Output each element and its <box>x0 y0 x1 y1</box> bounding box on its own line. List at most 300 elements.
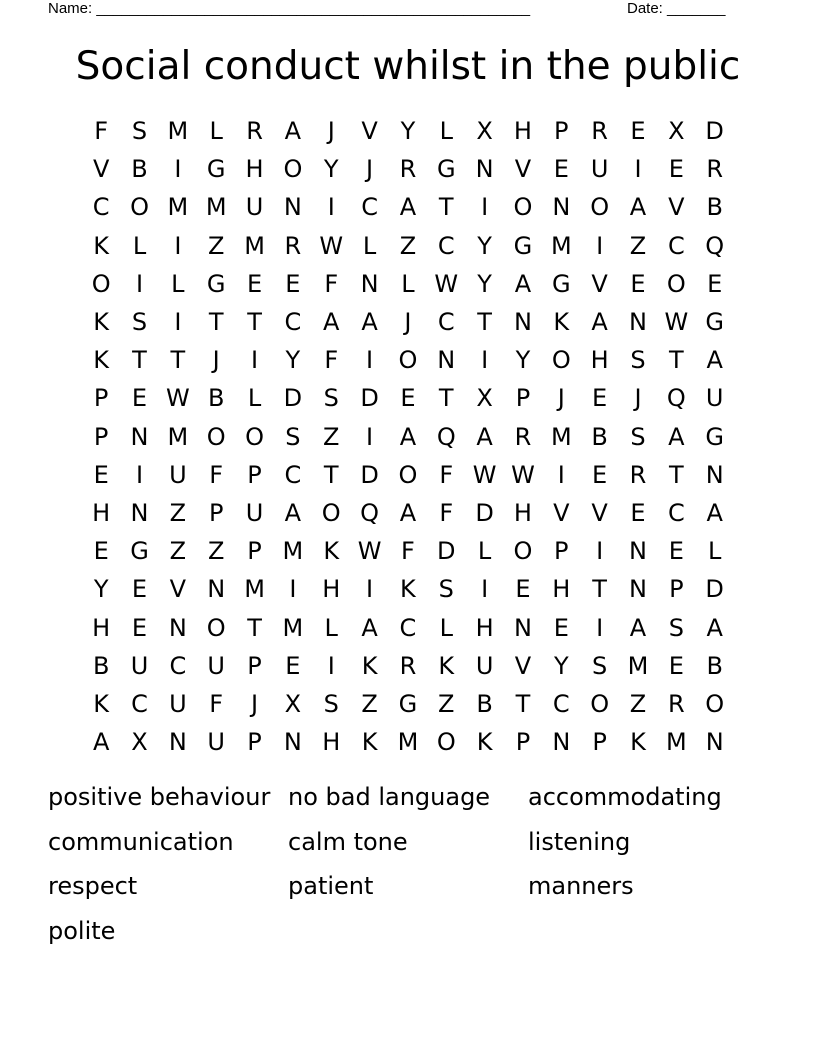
grid-letter: N <box>360 269 379 298</box>
grid-letter: Y <box>553 651 569 680</box>
grid-letter: H <box>475 613 494 642</box>
grid-letter: H <box>513 498 532 527</box>
grid-letter: D <box>437 537 456 566</box>
grid-letter: Y <box>477 269 492 298</box>
grid-letter: Z <box>629 231 647 260</box>
grid-letter: K <box>93 346 110 375</box>
grid-letter: A <box>399 422 417 451</box>
grid-letter: P <box>93 422 109 451</box>
grid-letter: J <box>634 384 642 413</box>
grid-letter: D <box>360 384 379 413</box>
grid-letter: G <box>436 155 456 184</box>
grid-letter: M <box>167 193 189 222</box>
grid-letter: B <box>131 155 148 184</box>
grid-letter: C <box>169 651 187 680</box>
grid-letter: B <box>706 193 723 222</box>
grid-letter: N <box>130 498 149 527</box>
word-list-item: polite <box>48 916 116 945</box>
word-list <box>48 777 768 955</box>
grid-letter: K <box>400 575 416 604</box>
grid-letter: O <box>206 613 226 642</box>
grid-letter: D <box>705 575 724 604</box>
grid-letter: X <box>668 117 685 146</box>
grid-letter: E <box>630 498 646 527</box>
grid-letter: W <box>357 537 382 566</box>
grid-letter: W <box>511 460 535 489</box>
grid-letter: O <box>398 346 418 375</box>
grid-letter: F <box>324 346 339 375</box>
grid-row <box>82 456 734 494</box>
grid-letter: E <box>707 269 723 298</box>
grid-letter: N <box>552 728 571 757</box>
grid-letter: L <box>707 537 722 566</box>
grid-letter: S <box>285 422 301 451</box>
grid-letter: C <box>437 231 455 260</box>
grid-letter: N <box>629 308 647 337</box>
grid-letter: S <box>668 613 684 642</box>
grid-letter: R <box>667 689 685 718</box>
grid-letter: L <box>401 269 415 298</box>
grid-letter: Z <box>361 689 378 718</box>
grid-letter: G <box>705 422 724 451</box>
grid-row <box>82 685 734 723</box>
grid-letter: F <box>439 498 454 527</box>
grid-letter: T <box>323 460 339 489</box>
grid-letter: D <box>283 384 303 413</box>
grid-letter: K <box>438 651 455 680</box>
grid-letter: N <box>629 575 647 604</box>
grid-letter: O <box>513 537 533 566</box>
grid-letter: X <box>284 689 302 718</box>
grid-letter: O <box>436 728 456 757</box>
grid-letter: H <box>92 613 111 642</box>
grid-letter: G <box>705 308 724 337</box>
grid-letter: U <box>169 460 187 489</box>
grid-letter: A <box>591 308 608 337</box>
grid-letter: I <box>135 269 144 298</box>
grid-letter: T <box>247 613 262 642</box>
word-list-item: manners <box>528 872 634 901</box>
grid-letter: U <box>475 651 494 680</box>
grid-letter: B <box>207 384 225 413</box>
grid-letter: I <box>366 346 374 375</box>
word-list-item: calm tone <box>288 827 408 856</box>
grid-row <box>82 303 734 341</box>
grid-letter: A <box>706 613 723 642</box>
grid-letter: H <box>513 117 532 146</box>
grid-letter: B <box>591 422 608 451</box>
grid-row <box>82 532 734 570</box>
grid-letter: O <box>666 269 686 298</box>
grid-letter: Y <box>93 575 109 604</box>
grid-letter: G <box>513 231 533 260</box>
grid-letter: U <box>245 498 264 527</box>
grid-row <box>82 418 734 456</box>
grid-letter: T <box>668 460 684 489</box>
grid-letter: I <box>366 575 374 604</box>
grid-letter: N <box>475 155 494 184</box>
grid-letter: M <box>167 117 189 146</box>
grid-letter: A <box>361 613 378 642</box>
grid-letter: S <box>131 117 148 146</box>
grid-letter: C <box>437 308 455 337</box>
grid-letter: C <box>667 231 685 260</box>
grid-letter: T <box>208 308 224 337</box>
grid-letter: E <box>131 384 148 413</box>
grid-letter: F <box>324 269 339 298</box>
grid-letter: Z <box>323 422 340 451</box>
grid-letter: N <box>705 460 724 489</box>
grid-letter: I <box>481 346 489 375</box>
grid-letter: C <box>552 689 570 718</box>
grid-letter: G <box>206 269 226 298</box>
grid-letter: M <box>627 651 649 680</box>
grid-letter: O <box>245 422 264 451</box>
grid-letter: T <box>477 308 492 337</box>
grid-letter: S <box>323 689 339 718</box>
grid-row <box>82 379 734 417</box>
grid-letter: Y <box>515 346 531 375</box>
grid-letter: Y <box>323 155 339 184</box>
grid-letter: P <box>592 728 607 757</box>
grid-letter: A <box>361 308 378 337</box>
grid-letter: Q <box>666 384 686 413</box>
grid-letter: U <box>130 651 149 680</box>
grid-letter: G <box>398 689 418 718</box>
grid-letter: A <box>514 269 532 298</box>
grid-letter: A <box>284 498 302 527</box>
grid-letter: Y <box>400 117 416 146</box>
grid-row <box>82 150 734 188</box>
grid-letter: E <box>630 117 646 146</box>
grid-letter: T <box>132 346 147 375</box>
grid-letter: M <box>205 193 227 222</box>
grid-letter: U <box>245 193 264 222</box>
grid-letter: Z <box>629 689 647 718</box>
grid-letter: E <box>93 460 109 489</box>
grid-letter: E <box>630 269 646 298</box>
grid-letter: M <box>282 537 304 566</box>
grid-letter: O <box>206 422 226 451</box>
grid-letter: E <box>668 155 684 184</box>
grid-letter: O <box>398 460 418 489</box>
grid-row <box>82 265 734 303</box>
grid-letter: E <box>400 384 416 413</box>
grid-row <box>82 341 734 379</box>
grid-letter: K <box>93 689 110 718</box>
grid-letter: A <box>399 193 417 222</box>
grid-letter: V <box>514 155 532 184</box>
grid-letter: K <box>93 308 110 337</box>
grid-letter: T <box>592 575 607 604</box>
grid-letter: J <box>366 155 374 184</box>
grid-letter: I <box>366 422 374 451</box>
grid-row <box>82 227 734 265</box>
grid-letter: A <box>92 728 110 757</box>
grid-letter: K <box>553 308 570 337</box>
grid-letter: U <box>590 155 609 184</box>
grid-letter: I <box>327 651 335 680</box>
grid-letter: J <box>251 689 259 718</box>
grid-letter: C <box>361 193 378 222</box>
grid-letter: I <box>174 231 182 260</box>
grid-letter: O <box>130 193 149 222</box>
grid-letter: U <box>207 651 225 680</box>
grid-letter: I <box>557 460 565 489</box>
grid-letter: A <box>706 346 723 375</box>
grid-letter: N <box>168 728 187 757</box>
grid-letter: W <box>472 460 497 489</box>
grid-letter: A <box>629 613 647 642</box>
grid-letter: I <box>174 155 182 184</box>
grid-letter: S <box>630 346 646 375</box>
grid-letter: R <box>284 231 302 260</box>
grid-letter: W <box>165 384 190 413</box>
grid-letter: L <box>362 231 377 260</box>
word-search-grid <box>82 112 734 761</box>
grid-row <box>82 494 734 532</box>
grid-letter: E <box>592 384 608 413</box>
grid-letter: F <box>94 117 109 146</box>
grid-letter: B <box>92 651 110 680</box>
grid-letter: V <box>591 269 608 298</box>
grid-letter: C <box>399 613 417 642</box>
grid-letter: U <box>169 689 187 718</box>
grid-letter: K <box>361 651 378 680</box>
grid-letter: I <box>174 308 182 337</box>
word-list-item: patient <box>288 872 374 901</box>
grid-letter: T <box>668 346 684 375</box>
grid-letter: R <box>706 155 724 184</box>
grid-letter: X <box>476 117 493 146</box>
grid-letter: B <box>476 689 493 718</box>
grid-letter: E <box>285 269 301 298</box>
grid-letter: E <box>131 575 148 604</box>
grid-letter: Y <box>285 346 301 375</box>
grid-letter: Z <box>169 498 187 527</box>
grid-letter: V <box>668 193 685 222</box>
grid-letter: N <box>629 537 647 566</box>
word-list-item: communication <box>48 827 234 856</box>
grid-letter: M <box>550 422 572 451</box>
grid-letter: V <box>169 575 187 604</box>
grid-letter: N <box>552 193 571 222</box>
grid-letter: G <box>130 537 149 566</box>
grid-letter: J <box>404 308 412 337</box>
grid-letter: I <box>135 460 144 489</box>
grid-letter: H <box>590 346 609 375</box>
grid-letter: C <box>131 689 148 718</box>
grid-letter: I <box>289 575 297 604</box>
grid-letter: E <box>93 537 109 566</box>
grid-letter: R <box>514 422 532 451</box>
grid-letter: V <box>591 498 608 527</box>
grid-letter: C <box>92 193 110 222</box>
grid-letter: Z <box>169 537 187 566</box>
grid-row <box>82 608 734 646</box>
grid-letter: W <box>664 308 689 337</box>
grid-letter: Z <box>438 689 455 718</box>
grid-row <box>82 188 734 226</box>
grid-letter: O <box>590 193 610 222</box>
grid-letter: N <box>283 193 302 222</box>
grid-letter: E <box>246 269 263 298</box>
grid-letter: R <box>399 651 417 680</box>
grid-letter: L <box>477 537 492 566</box>
grid-letter: D <box>475 498 494 527</box>
grid-letter: K <box>361 728 378 757</box>
grid-letter: M <box>397 728 419 757</box>
grid-letter: P <box>515 728 531 757</box>
grid-letter: P <box>515 384 531 413</box>
grid-letter: E <box>592 460 608 489</box>
grid-row <box>82 647 734 685</box>
grid-letter: J <box>212 346 220 375</box>
grid-letter: L <box>439 613 453 642</box>
grid-letter: H <box>322 728 341 757</box>
grid-letter: M <box>282 613 304 642</box>
grid-letter: N <box>705 728 724 757</box>
grid-letter: X <box>476 384 493 413</box>
word-list-item: positive behaviour <box>48 783 271 811</box>
name-field-line: Name: ____________________________________________________ <box>48 0 531 17</box>
grid-letter: G <box>206 155 226 184</box>
grid-letter: Z <box>207 231 225 260</box>
grid-letter: D <box>360 460 379 489</box>
grid-letter: N <box>513 308 532 337</box>
grid-letter: P <box>208 498 224 527</box>
grid-letter: T <box>438 384 454 413</box>
grid-letter: Z <box>207 537 225 566</box>
grid-letter: V <box>92 155 110 184</box>
grid-letter: L <box>171 269 185 298</box>
grid-letter: E <box>285 651 301 680</box>
grid-row <box>82 723 734 761</box>
grid-letter: C <box>284 460 302 489</box>
grid-letter: F <box>209 689 224 718</box>
grid-letter: E <box>131 613 148 642</box>
grid-letter: Q <box>705 231 725 260</box>
grid-letter: L <box>324 613 338 642</box>
grid-letter: P <box>93 384 109 413</box>
grid-letter: R <box>629 460 647 489</box>
grid-letter: V <box>514 651 532 680</box>
grid-letter: K <box>476 728 493 757</box>
grid-letter: I <box>596 613 604 642</box>
grid-letter: T <box>247 308 262 337</box>
grid-letter: J <box>327 117 335 146</box>
grid-letter: I <box>481 575 489 604</box>
grid-letter: P <box>247 728 262 757</box>
grid-letter: L <box>132 231 147 260</box>
grid-letter: I <box>251 346 259 375</box>
grid-letter: E <box>515 575 531 604</box>
grid-letter: R <box>246 117 263 146</box>
grid-letter: S <box>438 575 454 604</box>
grid-letter: R <box>591 117 608 146</box>
grid-letter: N <box>130 422 149 451</box>
word-list-item: no bad language <box>288 783 491 811</box>
grid-letter: F <box>209 460 224 489</box>
grid-letter: B <box>706 651 723 680</box>
grid-letter: G <box>551 269 571 298</box>
grid-letter: V <box>361 117 378 146</box>
grid-letter: I <box>596 537 604 566</box>
grid-letter: E <box>668 651 684 680</box>
grid-letter: W <box>319 231 344 260</box>
grid-letter: P <box>554 117 569 146</box>
grid-letter: U <box>207 728 225 757</box>
grid-letter: F <box>439 460 454 489</box>
grid-letter: O <box>91 269 111 298</box>
grid-letter: Q <box>360 498 380 527</box>
grid-letter: E <box>553 613 569 642</box>
grid-letter: O <box>705 689 725 718</box>
grid-letter: I <box>634 155 642 184</box>
grid-letter: E <box>553 155 569 184</box>
grid-letter: M <box>244 575 265 604</box>
word-list-item: listening <box>528 827 631 856</box>
grid-letter: I <box>327 193 335 222</box>
word-list-item: accommodating <box>528 783 722 811</box>
grid-letter: M <box>244 231 265 260</box>
grid-letter: M <box>665 728 687 757</box>
grid-letter: I <box>596 231 604 260</box>
grid-letter: P <box>669 575 684 604</box>
grid-letter: O <box>513 193 533 222</box>
grid-letter: S <box>131 308 148 337</box>
grid-row <box>82 112 734 150</box>
grid-letter: O <box>590 689 610 718</box>
grid-letter: A <box>476 422 493 451</box>
grid-letter: C <box>284 308 302 337</box>
grid-letter: N <box>283 728 302 757</box>
grid-letter: H <box>322 575 341 604</box>
grid-letter: N <box>207 575 226 604</box>
grid-letter: A <box>284 117 302 146</box>
grid-letter: H <box>552 575 571 604</box>
grid-letter: P <box>247 537 262 566</box>
grid-letter: F <box>401 537 415 566</box>
grid-letter: K <box>93 231 110 260</box>
grid-letter: S <box>630 422 646 451</box>
grid-letter: A <box>706 498 723 527</box>
grid-letter: A <box>399 498 417 527</box>
grid-letter: C <box>667 498 685 527</box>
page-title: Social conduct whilst in the public <box>75 44 741 89</box>
grid-letter: L <box>209 117 223 146</box>
grid-letter: T <box>438 193 454 222</box>
grid-letter: J <box>557 384 565 413</box>
grid-letter: U <box>705 384 724 413</box>
grid-letter: S <box>323 384 339 413</box>
grid-letter: Z <box>399 231 417 260</box>
word-list-item: respect <box>48 872 138 901</box>
grid-letter: L <box>247 384 262 413</box>
grid-letter: O <box>283 155 303 184</box>
grid-letter: P <box>247 460 262 489</box>
grid-letter: N <box>168 613 187 642</box>
grid-letter: P <box>554 537 569 566</box>
grid-letter: L <box>439 117 453 146</box>
grid-letter: V <box>553 498 570 527</box>
grid-letter: H <box>92 498 111 527</box>
grid-letter: E <box>668 537 684 566</box>
grid-letter: A <box>668 422 685 451</box>
grid-letter: M <box>550 231 572 260</box>
grid-letter: A <box>629 193 647 222</box>
grid-letter: N <box>513 613 532 642</box>
